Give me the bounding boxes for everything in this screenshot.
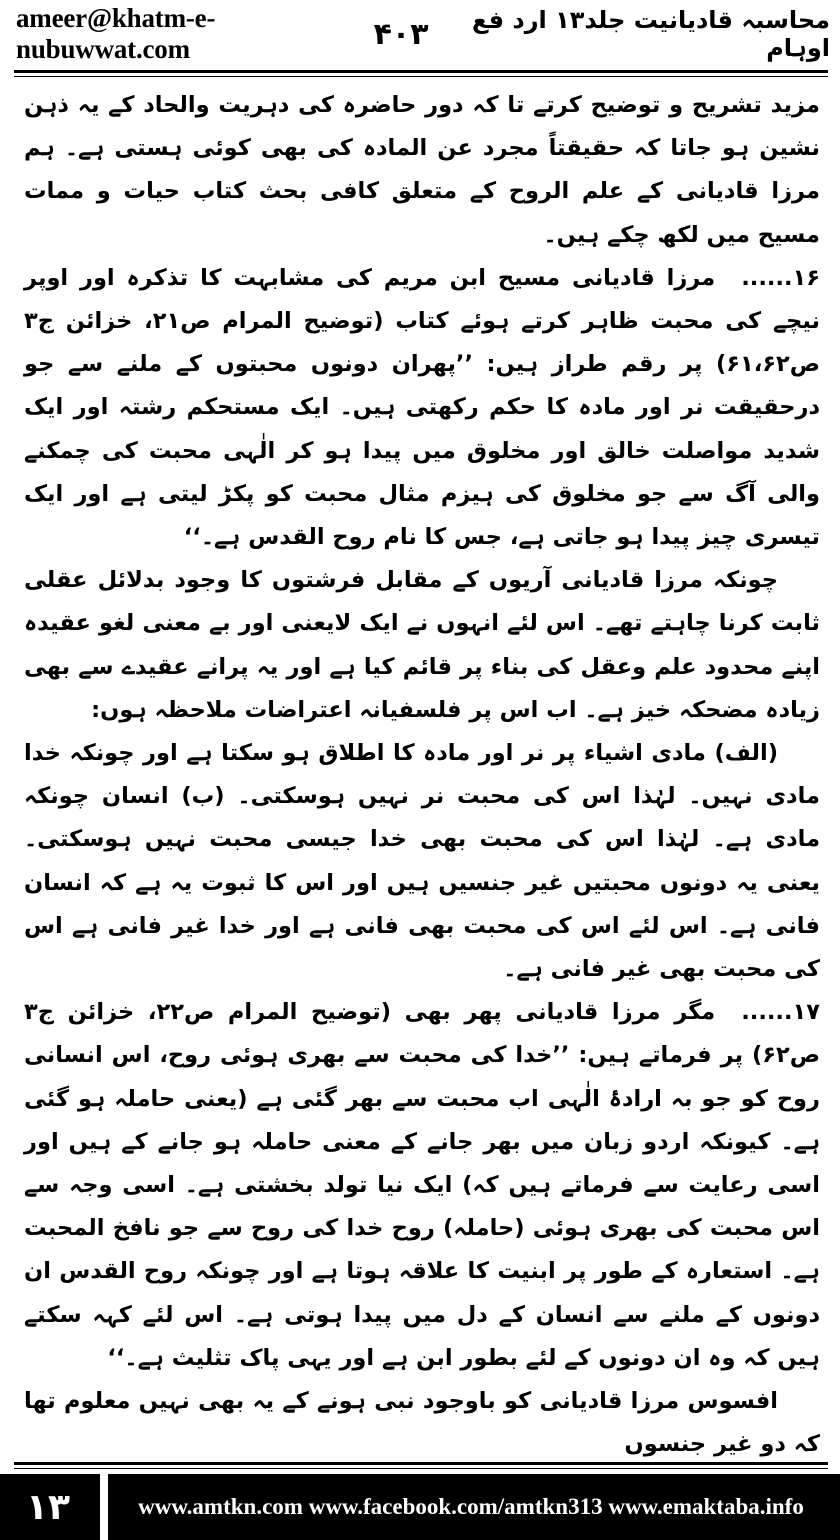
header-left — [16, 3, 429, 65]
header-rule — [14, 70, 828, 73]
footer-page-number: ۱۳ — [0, 1487, 100, 1528]
header-email: ameer@khatm-e-nubuwwat.com — [16, 3, 216, 64]
header-rule-thin — [14, 76, 828, 77]
header-page-number: ۴۰۳ — [373, 16, 429, 52]
paragraph: مزید تشریح و توضیح کرتے تا کہ دور حاضرہ کی دہریت والحاد کے یہ ذہن نشین ہو جاتا کہ حقیقتاً مجرد عن المادہ کی بھی کوئی ہستی ہے۔ ہم مرزا قادیانی کے علم الروح کے متعلق کافی بحث کتاب حیات و ممات مسیح میں لکھ چکے ہیں۔ — [24, 92, 820, 248]
footer-rule — [14, 1462, 828, 1465]
footer-rule-thin — [14, 1468, 828, 1469]
paragraph-text: افسوس مرزا قادیانی کو باوجود نبی ہونے کے یہ بھی نہیں معلوم تھا کہ دو غیر جنسوں — [24, 1388, 820, 1458]
footer-links[interactable]: www.amtkn.com www.facebook.com/amtkn313 www.emaktaba.info — [138, 1494, 804, 1519]
paragraph-numbered — [24, 991, 820, 1380]
paragraph — [24, 732, 820, 991]
paragraph-text: مرزا قادیانی مسیح ابن مریم کی مشابہت کا تذکرہ اور اوپر نیچے کی محبت ظاہر کرتے ہوئے کتاب (توضیح المرام ص۲۱، خزائن ج۳ ص۶۱،۶۲) پر رقم طراز ہیں: ’’پھران دونوں محبتوں کے ملنے سے جو درحقیقت نر اور مادہ کا حکم رکھتی ہیں۔ ایک مستحکم رشتہ اور ایک شدید مواصلت خالق اور مخلوق میں پیدا ہو کر الٰہی محبت کی چمکنے والی آگ سے جو مخلوق کی ہیزم مثال محبت کو پکڑ لیتی ہے اور ایک تیسری چیز پیدا ہو جاتی ہے، جس کا نام روح القدس ہے۔‘‘ — [24, 264, 820, 551]
paragraph-text: چونکہ مرزا قادیانی آریوں کے مقابل فرشتوں کا وجود بدلائل عقلی ثابت کرنا چاہتے تھے۔ اس لئے انہوں نے ایک لایعنی اور بے معنی لغو عقیدہ اپنے محدود علم وعقل کی بناء پر قائم کیا ہے اور یہ پرانے عقیدے سے بھی زیادہ مضحکہ خیز ہے۔ اب اس پر فلسفیانہ اعتراضات ملاحظہ ہوں: — [24, 567, 820, 723]
paragraph — [24, 1380, 820, 1466]
paragraph-text: (الف) مادی اشیاء پر نر اور مادہ کا اطلاق ہو سکتا ہے اور چونکہ خدا مادی نہیں۔ لہٰذا اس کی محبت نر نہیں ہوسکتی۔ (ب) انسان چونکہ مادی ہے۔ لہٰذا اس کی محبت بھی خدا جیسی محبت نہیں ہوسکتی۔ یعنی یہ دونوں محبتیں غیر جنسیں ہیں اور اس کا ثبوت یہ ہے کہ انسان فانی ہے۔ اس لئے اس کی محبت بھی فانی ہے اور خدا غیر فانی ہے اس کی محبت بھی غیر فانی ہے۔ — [24, 740, 820, 983]
footer-bar — [0, 1474, 840, 1540]
item-number: ۱۷...... — [741, 999, 820, 1026]
page-header — [0, 0, 840, 68]
paragraph-numbered — [24, 257, 820, 559]
header-title: محاسبہ قادیانیت جلد۱۳ ارد فع اوہام — [471, 6, 830, 62]
footer-divider — [100, 1474, 108, 1540]
page-footer — [0, 1462, 840, 1540]
paragraph — [24, 559, 820, 732]
paragraph-text: مگر مرزا قادیانی پھر بھی (توضیح المرام ص۲۲، خزائن ج۳ ص۶۲) پر فرماتے ہیں: ’’خدا کی محبت سے بھری ہوئی روح، اس انسانی روح کو جو بہ ارادۂ الٰہی اب محبت سے بھر گئی ہے (یعنی حاملہ ہو گئی ہے۔ کیونکہ اردو زبان میں بھر جانے کے معنی حاملہ ہو جانے کے ہیں اور اسی رعایت سے فرماتے ہیں کہ) ایک نیا تولد بخشتی ہے۔ اسی وجہ سے اس محبت کی بھری ہوئی (حاملہ) روح خدا کی روح سے جو نافخ المحبت ہے۔ استعارہ کے طور پر ابنیت کا علاقہ ہوتا ہے اور چونکہ روح القدس ان دونوں کے ملنے سے انسان کے دل میں پیدا ہوتی ہے۔ اس لئے کہہ سکتے ہیں کہ وہ ان دونوں کے لئے بطور ابن ہے اور یہی پاک تثلیث ہے۔‘‘ — [24, 999, 820, 1371]
item-number: ۱۶...... — [741, 264, 820, 291]
page-body — [24, 84, 820, 1467]
